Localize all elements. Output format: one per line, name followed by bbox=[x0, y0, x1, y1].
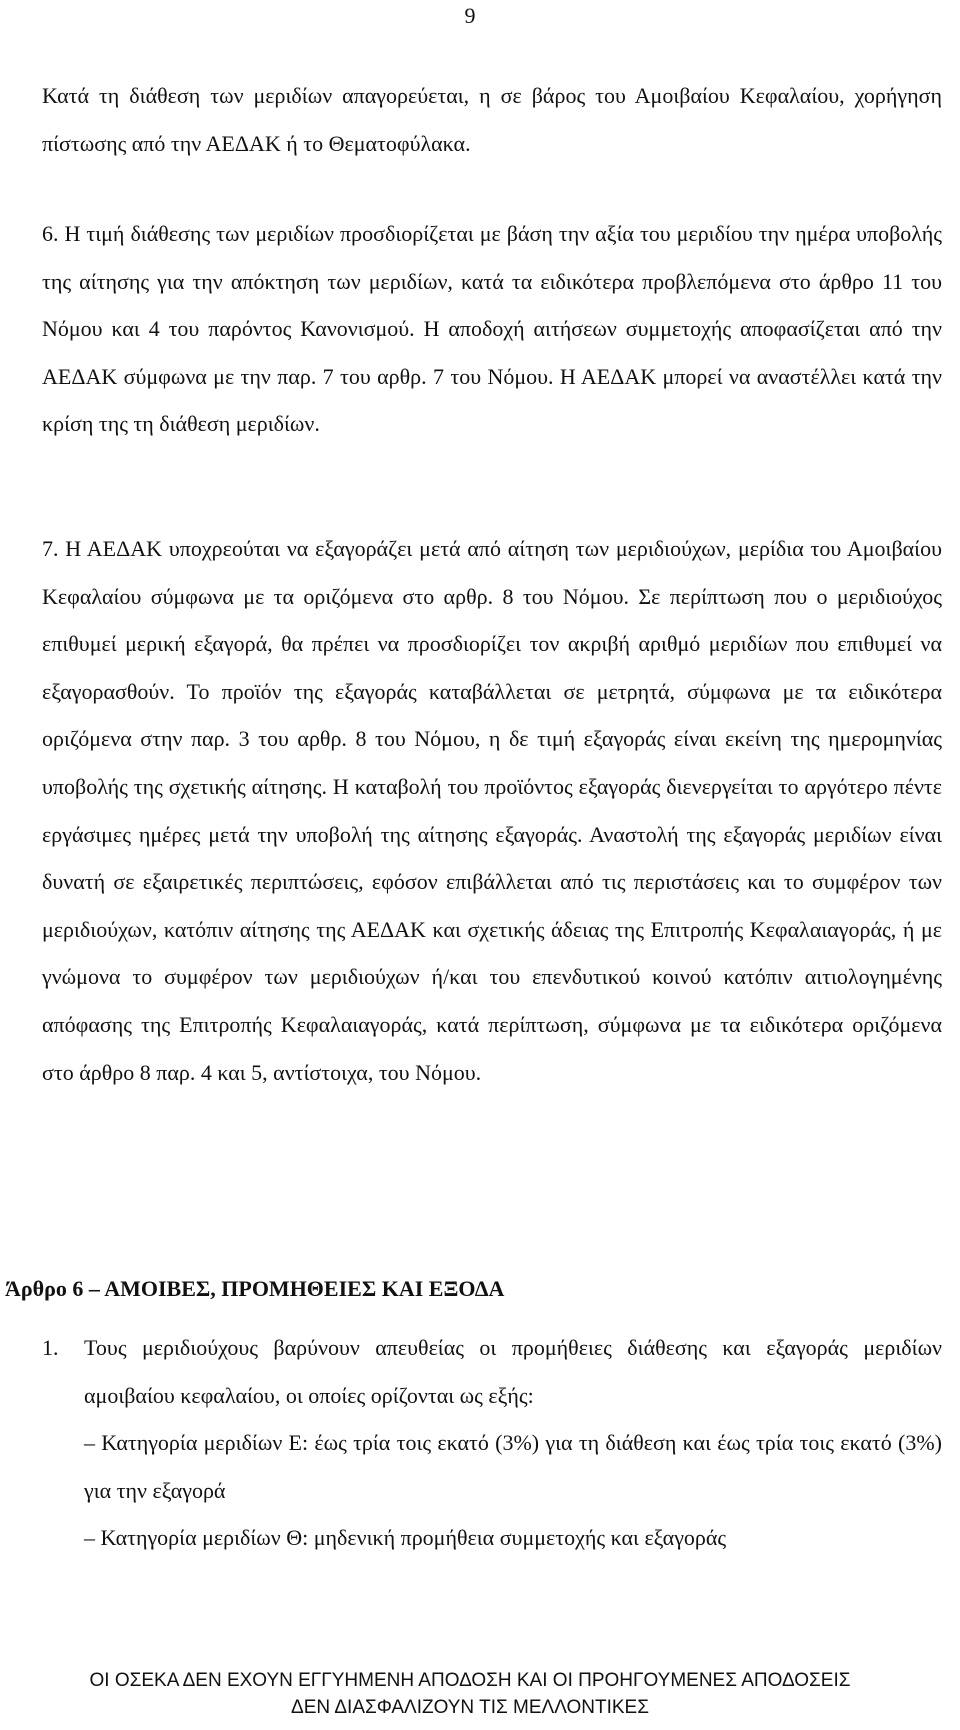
fee-class-e-line: – Κατηγορία μεριδίων Ε: έως τρία τοις εκατό (3%) για τη διάθεση και έως τρία τοις εκατό (3%) για την εξαγορά bbox=[84, 1430, 942, 1503]
disclaimer-line-2: ΔΕΝ ΔΙΑΣΦΑΛΙΖΟΥΝ ΤΙΣ ΜΕΛΛΟΝΤΙΚΕΣ bbox=[291, 1697, 649, 1718]
disclaimer-line-1: ΟΙ ΟΣΕΚΑ ΔΕΝ ΕΧΟΥΝ ΕΓΓΥΗΜΕΝΗ ΑΠΟΔΟΣΗ ΚΑΙ ΟΙ ΠΡΟΗΓΟΥΜΕΝΕΣ ΑΠΟΔΟΣΕΙΣ bbox=[89, 1670, 851, 1691]
section-7-paragraph: 7. Η ΑΕΔΑΚ υποχρεούται να εξαγοράζει μετά από αίτηση των μεριδιούχων, μερίδια του Αμοιβαίου Κεφαλαίου σύμφωνα με τα οριζόμενα στο αρθρ. 8 του Νόμου. Σε περίπτωση που ο μεριδιούχος επιθυμεί μερική εξαγορά, θα πρέπει να προσδιορίζει τον ακριβή αριθμό μεριδίων που επιθυμεί να εξαγορασθούν. Το προϊόν της εξαγοράς καταβάλλεται σε μετρητά, σύμφωνα με τα ειδικότερα οριζόμενα στην παρ. 3 του αρθρ. 8 του Νόμου, η δε τιμή εξαγοράς είναι εκείνη της ημερομηνίας υποβολής της σχετικής αίτησης. Η καταβολή του προϊόντος εξαγοράς διενεργείται το αργότερο πέντε εργάσιμες ημέρες μετά την υποβολή της αίτησης εξαγοράς. Αναστολή της εξαγοράς μεριδίων είναι δυνατή σε εξαιρετικές περιπτώσεις, εφόσον επιβάλλεται από τις περιστάσεις και το συμφέρον των μεριδιούχων, κατόπιν αίτησης της ΑΕΔΑΚ και σχετικής άδειας της Επιτροπής Κεφαλαιαγοράς, ή με γνώμονα το συμφέρον των μεριδιούχων ή/και του επενδυτικού κοινού κατόπιν αιτιολογημένης απόφασης της Επιτροπής Κεφαλαιαγοράς, κατά περίπτωση, σύμφωνα με τα ειδικότερα οριζόμενα στο άρθρο 8 παρ. 4 και 5, αντίστοιχα, του Νόμου. bbox=[42, 536, 942, 1085]
list-item-text: Τους μεριδιούχους βαρύνουν απευθείας οι προμήθειες διάθεσης και εξαγοράς μεριδίων αμοιβαίου κεφαλαίου, οι οποίες ορίζονται ως εξής: bbox=[84, 1335, 942, 1408]
list-item bbox=[42, 1324, 942, 1562]
fees-list bbox=[42, 1324, 942, 1562]
disclaimer-footer bbox=[0, 1667, 940, 1721]
fee-class-th-line: – Κατηγορία μεριδίων Θ: μηδενική προμήθεια συμμετοχής και εξαγοράς bbox=[84, 1525, 727, 1551]
article-6-heading: Άρθρο 6 – ΑΜΟΙΒΕΣ, ΠΡΟΜΗΘΕΙΕΣ ΚΑΙ ΕΞΟΔΑ bbox=[5, 1276, 505, 1301]
list-item-number: 1. bbox=[42, 1335, 59, 1360]
section-6-paragraph: 6. Η τιμή διάθεσης των μεριδίων προσδιορίζεται με βάση την αξία του μεριδίου την ημέρα υποβολής της αίτησης για την απόκτηση των μεριδίων, κατά τα ειδικότερα προβλεπόμενα στο άρθρο 11 του Νόμου και 4 του παρόντος Κανονισμού. Η αποδοχή αιτήσεων συμμετοχής αποφασίζεται από την ΑΕΔΑΚ σύμφωνα με την παρ. 7 του αρθρ. 7 του Νόμου. Η ΑΕΔΑΚ μπορεί να αναστέλλει κατά την κρίση της τη διάθεση μεριδίων. bbox=[42, 221, 942, 437]
page-number: 9 bbox=[464, 3, 476, 28]
intro-paragraph: Κατά τη διάθεση των μεριδίων απαγορεύεται, η σε βάρος του Αμοιβαίου Κεφαλαίου, χορήγηση πίστωσης από την ΑΕΔΑΚ ή το Θεματοφύλακα. bbox=[42, 83, 942, 156]
